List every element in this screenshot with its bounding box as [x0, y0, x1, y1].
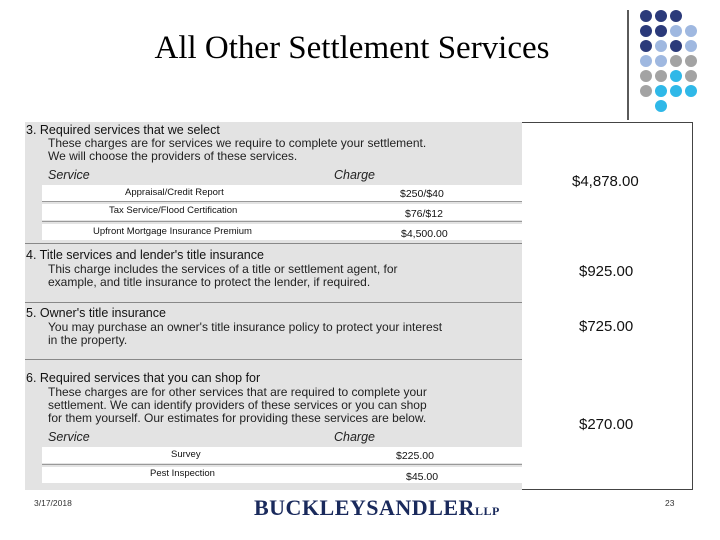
section-6-charge-header: Charge — [334, 430, 375, 444]
section-divider — [25, 302, 522, 303]
dot — [685, 70, 697, 82]
dot — [655, 70, 667, 82]
section-4-description: This charge includes the services of a title or settlement agent, for example, and title insurance to protect the lender, if required. — [48, 262, 398, 289]
logo-main: BUCKLEYSANDLER — [254, 495, 475, 520]
dot — [655, 40, 667, 52]
section-6-total: $270.00 — [579, 416, 634, 433]
section-3-service-header: Service — [48, 168, 90, 182]
service-name: Tax Service/Flood Certification — [109, 205, 238, 216]
dot — [640, 40, 652, 52]
frame-bottom-line — [522, 489, 692, 490]
dot — [640, 25, 652, 37]
buckleysandler-logo — [254, 495, 500, 521]
section-3-heading: 3. Required services that we select — [26, 123, 220, 137]
section-4-total: $925.00 — [579, 263, 634, 280]
divider-line — [627, 10, 629, 120]
section-6-heading: 6. Required services that you can shop for — [26, 371, 261, 385]
dot — [670, 70, 682, 82]
service-name: Pest Inspection — [150, 468, 215, 479]
section-divider — [25, 243, 522, 244]
footer-date: 3/17/2018 — [34, 498, 72, 508]
row-divider — [42, 201, 522, 202]
dot — [685, 85, 697, 97]
service-name: Appraisal/Credit Report — [125, 187, 224, 198]
dot — [685, 55, 697, 67]
service-name: Upfront Mortgage Insurance Premium — [93, 226, 252, 237]
table-row — [42, 185, 522, 201]
dot — [640, 55, 652, 67]
section-divider — [25, 359, 522, 360]
frame-top-line — [522, 122, 692, 123]
dot — [640, 70, 652, 82]
service-charge: $250/$40 — [400, 188, 444, 200]
dot — [655, 25, 667, 37]
dot — [685, 25, 697, 37]
dot — [670, 25, 682, 37]
dot — [670, 10, 682, 22]
table-row — [42, 447, 522, 463]
table-row — [42, 467, 522, 483]
dot — [640, 85, 652, 97]
row-divider — [42, 221, 522, 222]
section-5-total: $725.00 — [579, 318, 634, 335]
dot — [655, 85, 667, 97]
loan-estimate-excerpt — [25, 122, 522, 490]
decorative-dot-grid — [640, 10, 700, 122]
dot — [655, 100, 667, 112]
section-5-heading: 5. Owner's title insurance — [26, 306, 166, 320]
row-divider — [42, 464, 522, 465]
dot — [685, 40, 697, 52]
service-charge: $225.00 — [396, 450, 434, 462]
dot — [640, 10, 652, 22]
dot — [670, 40, 682, 52]
section-6-description: These charges are for other services that are required to complete your settlement. We can identify providers of these services or you can shop for them yourself. Our estimates for providing these services are below. — [48, 385, 427, 425]
section-6-service-header: Service — [48, 430, 90, 444]
dot — [655, 10, 667, 22]
dot — [670, 55, 682, 67]
service-charge: $76/$12 — [405, 208, 443, 220]
frame-right-line — [692, 122, 693, 490]
slide-title: All Other Settlement Services — [154, 30, 550, 66]
section-3-description: These charges are for services we require to complete your settlement. We will choose the providers of these services. — [48, 136, 427, 163]
service-charge: $4,500.00 — [401, 228, 448, 240]
section-4-heading: 4. Title services and lender's title insurance — [26, 248, 264, 262]
dot — [670, 85, 682, 97]
section-3-total: $4,878.00 — [572, 173, 639, 190]
section-3-charge-header: Charge — [334, 168, 375, 182]
dot — [655, 55, 667, 67]
page-number: 23 — [665, 498, 675, 508]
section-5-description: You may purchase an owner's title insurance policy to protect your interest in the property. — [48, 320, 443, 347]
service-charge: $45.00 — [406, 471, 439, 483]
logo-suffix: LLP — [474, 504, 500, 518]
service-name: Survey — [171, 449, 201, 460]
